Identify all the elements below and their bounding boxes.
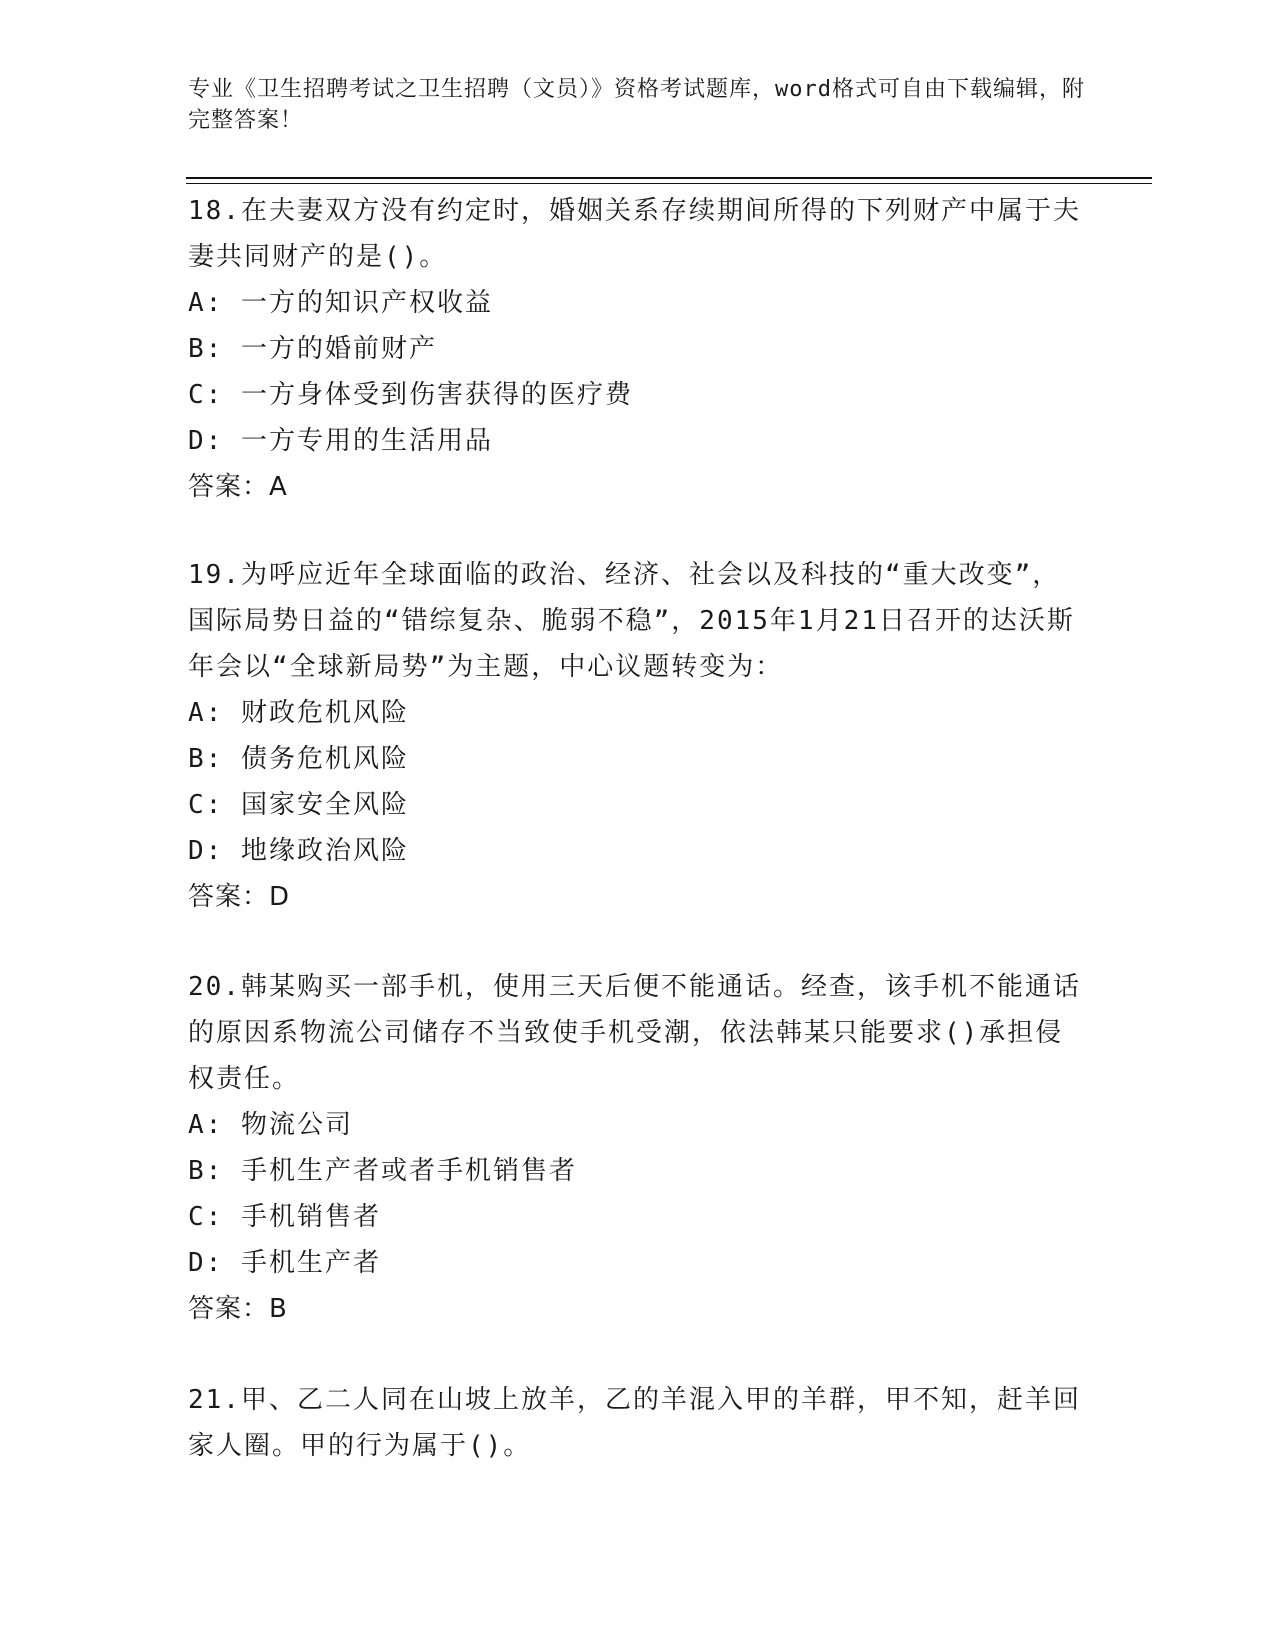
option-d: D: 地缘政治风险 bbox=[188, 836, 409, 866]
question-21 bbox=[188, 1377, 1088, 1469]
question-text: 19.为呼应近年全球面临的政治、经济、社会以及科技的“重大改变”，国际局势日益的“错综复杂、脆弱不稳”，2015年1月21日召开的达沃斯年会以“全球新局势”为主题，中心议题转变为： bbox=[188, 560, 1075, 682]
option-d: D: 手机生产者 bbox=[188, 1248, 381, 1278]
option-a: A: 财政危机风险 bbox=[188, 698, 409, 728]
option-a: A: 物流公司 bbox=[188, 1110, 353, 1140]
question-text: 21.甲、乙二人同在山坡上放羊，乙的羊混入甲的羊群，甲不知，赶羊回家人圈。甲的行为属于()。 bbox=[188, 1385, 1081, 1461]
question-18 bbox=[188, 188, 1088, 510]
option-c: C: 国家安全风险 bbox=[188, 790, 409, 820]
answer-line: 答案：B bbox=[188, 1294, 288, 1324]
header-divider bbox=[186, 177, 1152, 179]
answer-line: 答案：D bbox=[188, 882, 291, 912]
question-text: 20.韩某购买一部手机，使用三天后便不能通话。经查，该手机不能通话的原因系物流公司储存不当致使手机受潮，依法韩某只能要求()承担侵权责任。 bbox=[188, 972, 1081, 1094]
option-a: A: 一方的知识产权收益 bbox=[188, 288, 493, 318]
option-c: C: 手机销售者 bbox=[188, 1202, 381, 1232]
question-text: 18.在夫妻双方没有约定时，婚姻关系存续期间所得的下列财产中属于夫妻共同财产的是()。 bbox=[188, 196, 1081, 272]
answer-line: 答案：A bbox=[188, 472, 288, 502]
question-20 bbox=[188, 964, 1088, 1332]
header-divider-thin bbox=[186, 183, 1152, 184]
option-d: D: 一方专用的生活用品 bbox=[188, 426, 493, 456]
document-intro bbox=[188, 74, 1088, 136]
option-b: B: 手机生产者或者手机销售者 bbox=[188, 1156, 577, 1186]
option-c: C: 一方身体受到伤害获得的医疗费 bbox=[188, 380, 633, 410]
question-19 bbox=[188, 552, 1088, 920]
option-b: B: 一方的婚前财产 bbox=[188, 334, 437, 364]
option-b: B: 债务危机风险 bbox=[188, 744, 409, 774]
intro-text: 专业《卫生招聘考试之卫生招聘（文员）》资格考试题库，word格式可自由下载编辑，附完整答案！ bbox=[188, 77, 1085, 133]
